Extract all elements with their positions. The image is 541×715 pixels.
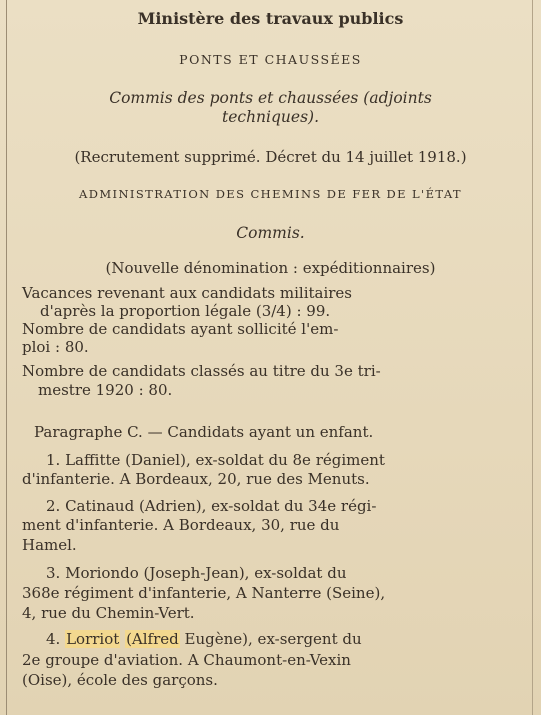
applicants-line2: ploi : 80.: [22, 338, 89, 356]
classified-line1: Nombre de candidats classés au titre du 3e tri-: [22, 362, 381, 380]
entry-4-surname-highlight: Lorriot: [66, 630, 120, 648]
vacancies-line2: d'après la proportion légale (3/4) : 99.: [40, 302, 331, 320]
subpost-title: Commis.: [236, 224, 305, 242]
entry-2-line3: Hamel.: [22, 536, 77, 554]
entry-3-line2: 368e régiment d'infanterie, A Nanterre (Seine),: [22, 584, 386, 602]
entry-4-firstname-highlight: (Alfred: [126, 630, 179, 648]
new-denomination: (Nouvelle dénomination : expéditionnaires): [105, 259, 436, 277]
entry-2-line2: ment d'infanterie. A Bordeaux, 30, rue du: [22, 516, 340, 534]
entry-3-line1: 3. Moriondo (Joseph-Jean), ex-soldat du: [46, 564, 347, 582]
classified-line2: mestre 1920 : 80.: [38, 381, 173, 399]
left-column-rule: [6, 0, 7, 715]
section-heading: PONTS ET CHAUSSÉES: [179, 52, 362, 67]
paragraph-heading: Paragraphe C. — Candidats ayant un enfant.: [34, 423, 374, 441]
applicants-line1: Nombre de candidats ayant sollicité l'em-: [22, 320, 339, 338]
ministry-heading: Ministère des travaux publics: [137, 9, 404, 28]
entry-3-line3: 4, rue du Chemin-Vert.: [22, 604, 195, 622]
entry-2-line1: 2. Catinaud (Adrien), ex-soldat du 34e régi-: [46, 497, 377, 515]
entry-4-number: 4.: [46, 630, 61, 648]
right-column-rule: [532, 0, 533, 715]
post-title-line1: Commis des ponts et chaussées (adjoints: [109, 89, 432, 107]
administration-heading: ADMINISTRATION DES CHEMINS DE FER DE L'ÉTAT: [79, 187, 462, 201]
post-title-line2: techniques).: [221, 108, 319, 126]
recruitment-note: (Recrutement supprimé. Décret du 14 juillet 1918.): [74, 148, 467, 166]
vacancies-line1: Vacances revenant aux candidats militaires: [22, 284, 353, 302]
entry-4-line2: 2e groupe d'aviation. A Chaumont-en-Vexin: [22, 651, 351, 669]
entry-4-line3: (Oise), école des garçons.: [22, 671, 218, 689]
entry-1-line2: d'infanterie. A Bordeaux, 20, rue des Menuts.: [22, 470, 370, 488]
entry-4-rest: Eugène), ex-sergent du: [184, 630, 362, 648]
entry-1-line1: 1. Laffitte (Daniel), ex-soldat du 8e régiment: [46, 451, 385, 469]
entry-4-line1: [46, 632, 362, 647]
